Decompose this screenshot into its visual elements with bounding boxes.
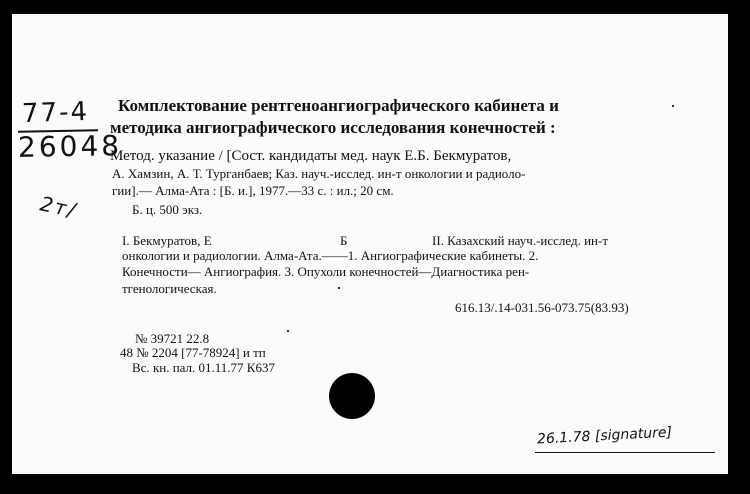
registry-line-2: 48 № 2204 [77-78924] и тп: [120, 345, 266, 360]
description-line-4: А. Хамзин, А. Т. Турганбаев; Каз. науч.-исслед. ин-т онкологии и радиоло-: [112, 166, 526, 181]
tracing-line-2: онкологии и радиологии. Алма-Ата.——1. Ангиографические кабинеты. 2.: [122, 248, 539, 263]
title-line-3: Метод. указание / [Сост. кандидаты мед. наук Е.Б. Бекмуратов,: [110, 148, 512, 164]
speck: [287, 330, 289, 332]
title-line-1: Комплектование рентгеноангиографического кабинета и: [118, 96, 559, 115]
description-line-5: гии].— Алма-Ата : [Б. и.], 1977.—33 с. : ил.; 20 см.: [112, 183, 394, 198]
handwritten-margin-note: 2т/: [37, 191, 80, 223]
tracing-line-1b: Б: [340, 233, 348, 248]
handwritten-bottom-note: 26.1.78 [signature]: [536, 424, 673, 448]
udc-classification: 616.13/.14-031.56-073.75(83.93): [455, 300, 629, 315]
scan-border-left: [0, 0, 12, 494]
speck: [338, 287, 340, 289]
scan-border-top: [0, 0, 750, 14]
description-line-6: Б. ц. 500 экз.: [132, 202, 203, 217]
tracing-line-3: Конечности— Ангиография. 3. Опухоли конечностей—Диагностика рен-: [122, 264, 530, 279]
punch-hole: [329, 373, 375, 419]
speck: [672, 105, 674, 107]
handwritten-code-number: 26048: [17, 129, 123, 164]
tracing-line-4: тгенологическая.: [122, 281, 217, 296]
registry-line-1: № 39721 22.8: [135, 331, 210, 346]
bottom-rule: [535, 452, 715, 453]
title-line-2: методика ангиографического исследования конечностей :: [110, 118, 556, 137]
tracing-line-1c: II. Казахский науч.-исслед. ин-т: [432, 233, 609, 248]
scan-border-right: [728, 0, 750, 494]
handwritten-code-top: 77-4: [21, 96, 90, 130]
scan-border-bottom: [0, 474, 750, 494]
tracing-line-1a: I. Бекмуратов, Е: [122, 233, 212, 248]
registry-line-3: Вс. кн. пал. 01.11.77 К637: [132, 360, 275, 375]
